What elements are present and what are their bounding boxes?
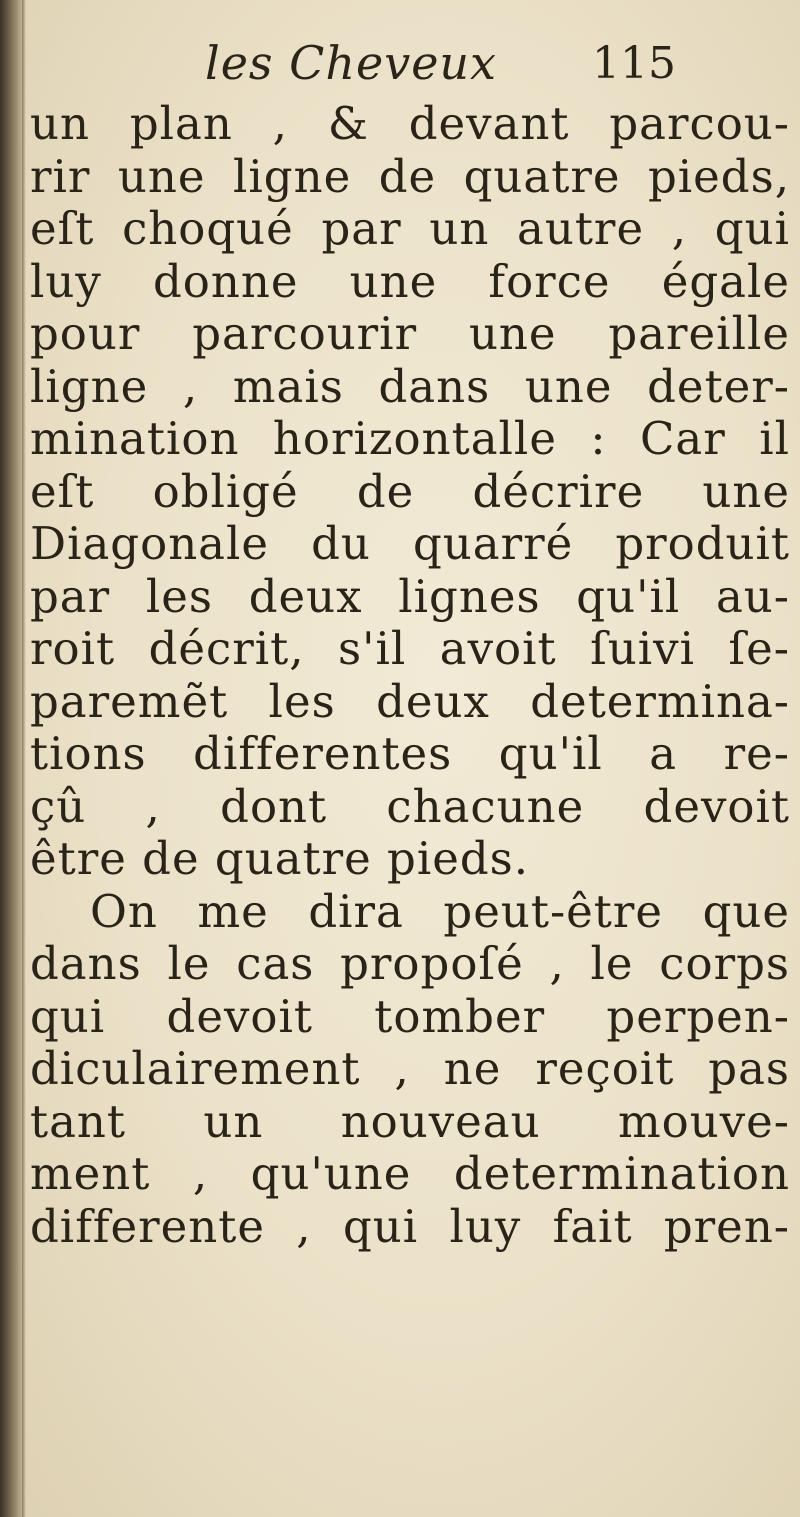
text-line: luy donne une force égale [30, 255, 790, 308]
body-text [30, 98, 790, 1253]
text-line: dans le cas propoſé , le corps [30, 938, 790, 990]
text-line: On me dira peut-être que [90, 885, 790, 938]
text-line: eſt choqué par un autre , qui [30, 203, 790, 255]
running-head [0, 28, 800, 98]
text-line: tant un nouveau mouve- [30, 1095, 790, 1148]
text-line: être de quatre pieds. [30, 833, 530, 885]
text-line: eſt obligé de décrire une [30, 465, 790, 518]
text-line: differente , qui luy fait pren- [30, 1200, 790, 1253]
text-line: roit décrit, s'il avoit ſuivi ſe- [30, 623, 790, 675]
text-line: qui devoit tomber perpen- [30, 990, 790, 1043]
text-line: rir une ligne de quatre pieds, [30, 150, 790, 203]
text-line: un plan , & devant parcou- [30, 98, 790, 150]
text-line: paremẽt les deux determina- [30, 675, 790, 728]
text-line: ment , qu'une determination [30, 1148, 790, 1200]
text-line: tions differentes qu'il a re- [30, 728, 790, 780]
running-head-title: les Cheveux [205, 36, 497, 90]
text-line: diculairement , ne reçoit pas [30, 1043, 790, 1095]
text-line: mination horizontalle : Car il [30, 413, 790, 465]
text-line: çû , dont chacune devoit [30, 780, 790, 833]
text-line: ligne , mais dans une deter- [30, 360, 790, 413]
page-number: 115 [592, 38, 676, 89]
page-gutter [0, 0, 22, 1517]
text-line: par les deux lignes qu'il au- [30, 570, 790, 623]
gutter-shadow [22, 0, 26, 1517]
text-line: Diagonale du quarré produit [30, 518, 790, 570]
text-line: pour parcourir une pareille [30, 308, 790, 360]
